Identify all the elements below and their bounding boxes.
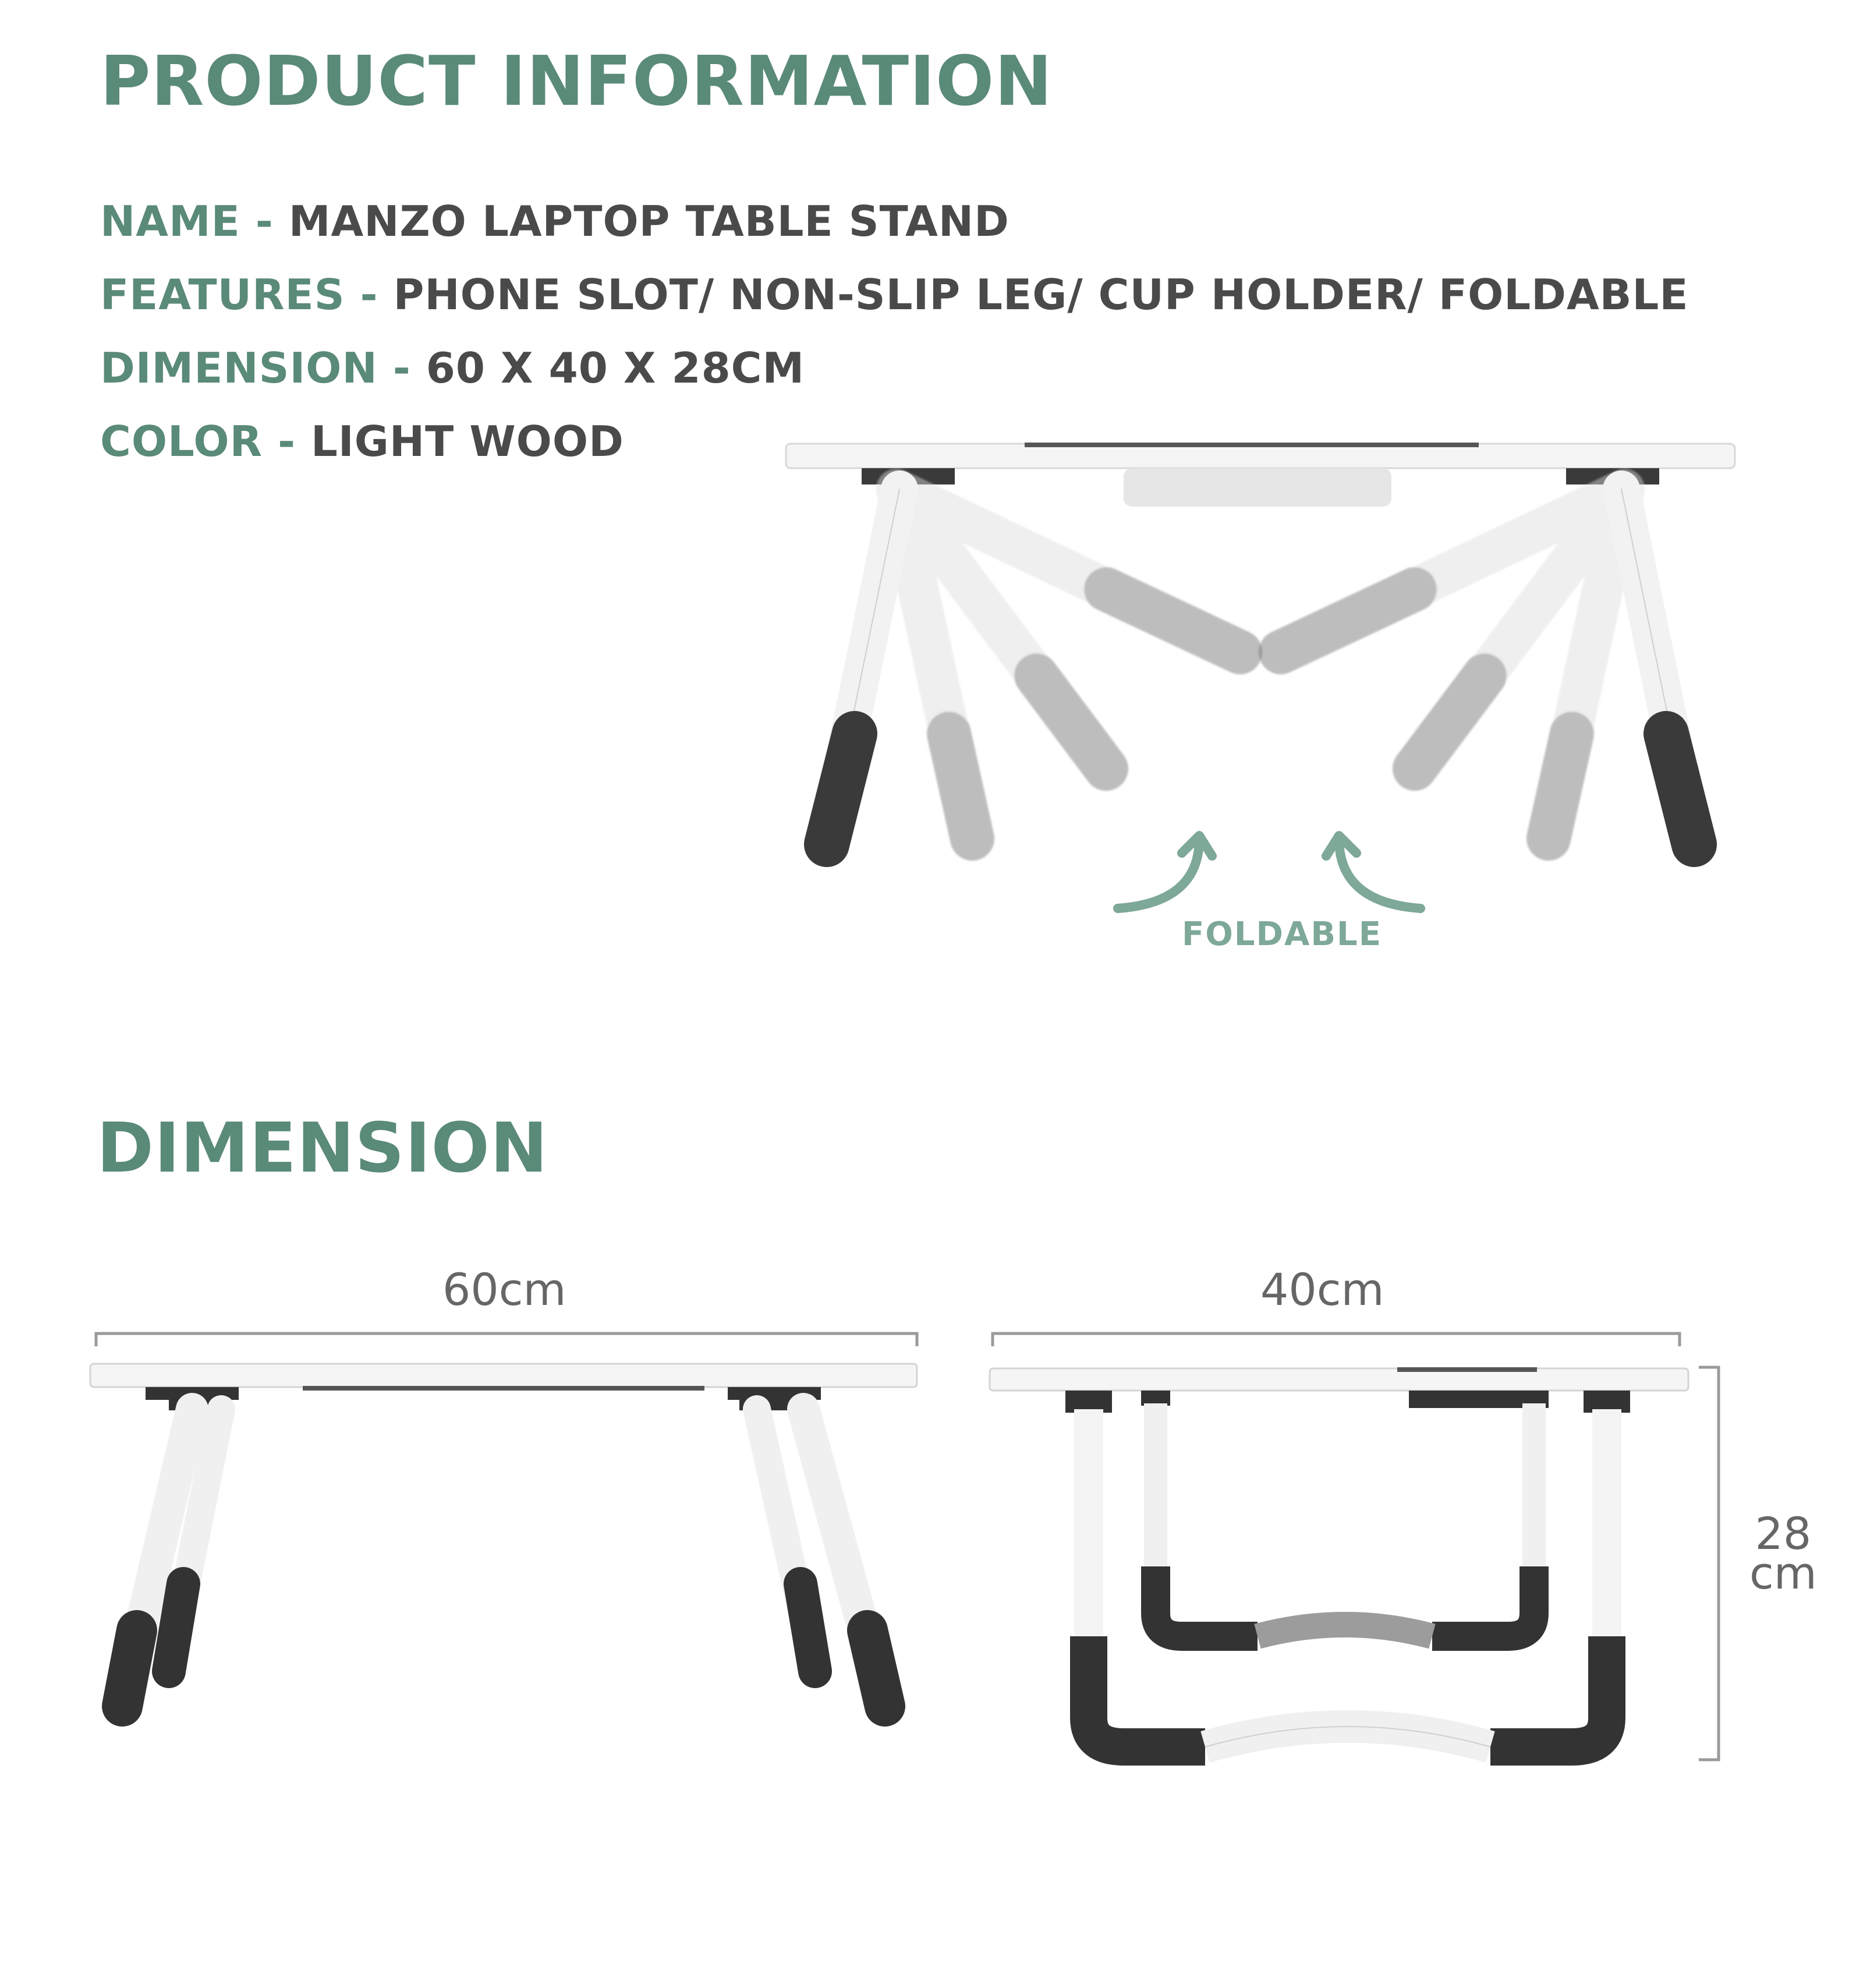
spec-name-sep: - — [255, 197, 289, 246]
spec-features-value: PHONE SLOT/ NON-SLIP LEG/ CUP HOLDER/ FOLDABLE — [393, 270, 1689, 319]
height-unit: cm — [1749, 1547, 1817, 1599]
side-view-illustration — [87, 1322, 926, 1741]
leg-right-solid — [1621, 489, 1694, 844]
height-dimension-line — [1699, 1367, 1719, 1760]
height-value: 28 — [1755, 1508, 1812, 1559]
product-information-title: PRODUCT INFORMATION — [100, 41, 1053, 121]
tabletop — [786, 444, 1735, 468]
spec-dimension-value: 60 X 40 X 28CM — [426, 344, 805, 392]
spec-color-sep: - — [278, 417, 311, 466]
spec-color-value: LIGHT WOOD — [311, 417, 624, 466]
length-dimension-line — [96, 1333, 917, 1346]
spec-dimension — [100, 344, 805, 392]
spec-dimension-sep: - — [392, 344, 426, 392]
length-label: 60cm — [442, 1264, 566, 1315]
width-label: 40cm — [1260, 1264, 1384, 1315]
dimension-title: DIMENSION — [97, 1108, 548, 1188]
leg-left-solid — [827, 489, 899, 844]
spec-name — [100, 197, 1010, 246]
spec-features — [100, 270, 1689, 319]
foldable-table-illustration — [780, 431, 1747, 967]
spec-features-sep: - — [360, 270, 394, 319]
width-dimension-line — [993, 1333, 1680, 1346]
spec-name-value: MANZO LAPTOP TABLE STAND — [288, 197, 1010, 246]
spec-color-key: COLOR — [100, 417, 263, 466]
spec-name-key: NAME — [100, 197, 240, 246]
front-view-illustration — [984, 1322, 1764, 1776]
foldable-label: FOLDABLE — [1182, 915, 1382, 953]
spec-color — [100, 417, 624, 466]
spec-features-key: FEATURES — [100, 270, 345, 319]
spec-dimension-key: DIMENSION — [100, 344, 378, 392]
